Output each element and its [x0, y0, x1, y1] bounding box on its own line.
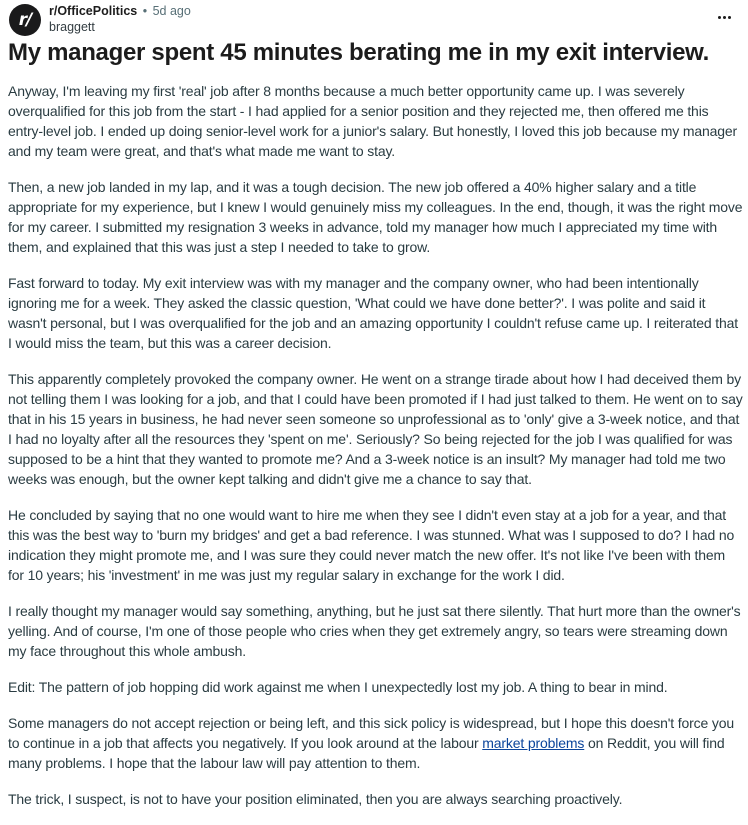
overflow-menu-button[interactable]: [714, 7, 734, 27]
body-paragraph: This apparently completely provoked the company owner. He went on a strange tirade about how I had deceived them by not telling them I was looking for a job, and that I could have been promoted if I had just talked to them. He went on to say that in his 15 years in business, he had never seen someone so unprofessional as to 'only' give a 3-week notice, and that I had no loyalty after all the resources they 'spent on me'. Seriously? So being rejected for the job I was qualified for was supposed to be a hint that they wanted to promote me? And a 3-week notice is an insult? My manager had told me two weeks was enough, but the owner kept talking and didn't give me a chance to say that.: [8, 371, 743, 487]
subreddit-link[interactable]: r/OfficePolitics: [49, 4, 138, 18]
overflow-dot-icon: [723, 16, 726, 19]
body-paragraph: He concluded by saying that no one would want to hire me when they see I didn't even stay at a job for a year, and that this was the best way to 'burn my bridges' and get a bad reference. I was stunned. What was I supposed to do? I had no indication they might promote me, and I was sure they could never match the new offer. It's not like I've been with them for 10 years; his 'investment' in me was just my regular salary in exchange for the work I did.: [8, 507, 735, 583]
link-paragraph-before: Some managers do not accept rejection or being left, and this sick policy is widespread, but I hope this doesn't force you to continue in a job that affects you negatively. If you look around at the labour: [8, 715, 735, 751]
author-link[interactable]: braggett: [49, 20, 95, 34]
body-paragraph: Anyway, I'm leaving my first 'real' job after 8 months because a much better opportunity came up. I was severely overqualified for this job from the start - I had applied for a senior position and they rejected me, then offered me this entry-level job. I ended up doing senior-level work for a junior's salary. But honestly, I loved this job because my manager and my team were great, and that's what made me want to stay.: [8, 83, 738, 159]
subreddit-avatar-icon[interactable]: r/: [9, 4, 41, 36]
post-header: [8, 3, 740, 37]
overflow-dot-icon: [718, 16, 721, 19]
body-paragraph: The trick, I suspect, is not to have your position eliminated, then you are always searching proactively.: [8, 791, 623, 807]
post-timestamp: 5d ago: [152, 4, 191, 18]
body-paragraph: Edit: The pattern of job hopping did work against me when I unexpectedly lost my job. A thing to bear in mind.: [8, 679, 668, 695]
body-paragraph: Then, a new job landed in my lap, and it was a tough decision. The new job offered a 40% higher salary and a title appropriate for my experience, but I knew I would genuinely miss my colleagues. In the end, though, it was the right move for my career. I submitted my resignation 3 weeks in advance, told my manager how much I appreciated my time with them, and explained that this was just a step I needed to take to grow.: [8, 179, 743, 255]
post-meta: [49, 3, 191, 35]
body-paragraph: I really thought my manager would say something, anything, but he just sat there silently. That hurt more than the owner's yelling. And of course, I'm one of those people who cries when they get extremely angry, so tears were streaming down my face throughout this whole ambush.: [8, 603, 741, 659]
market-problems-link[interactable]: market problems: [482, 735, 585, 751]
meta-separator: •: [142, 4, 148, 18]
post-title: My manager spent 45 minutes berating me in my exit interview.: [8, 39, 710, 66]
post-body: [8, 81, 744, 825]
link-paragraph-after: on Reddit, you will find many problems. I hope that the labour law will pay attention to them.: [8, 735, 725, 771]
body-paragraph-with-link: [8, 713, 744, 773]
overflow-dot-icon: [728, 16, 731, 19]
post-meta-top: [49, 3, 191, 19]
body-paragraph: Fast forward to today. My exit interview was with my manager and the company owner, who had been intentionally ignoring me for a week. They asked the classic question, 'What could we have done better?'. I was polite and said it wasn't personal, but I was overqualified for the job and an amazing opportunity I couldn't refuse came up. I reiterated that I would miss the team, but this was a career decision.: [8, 275, 738, 351]
